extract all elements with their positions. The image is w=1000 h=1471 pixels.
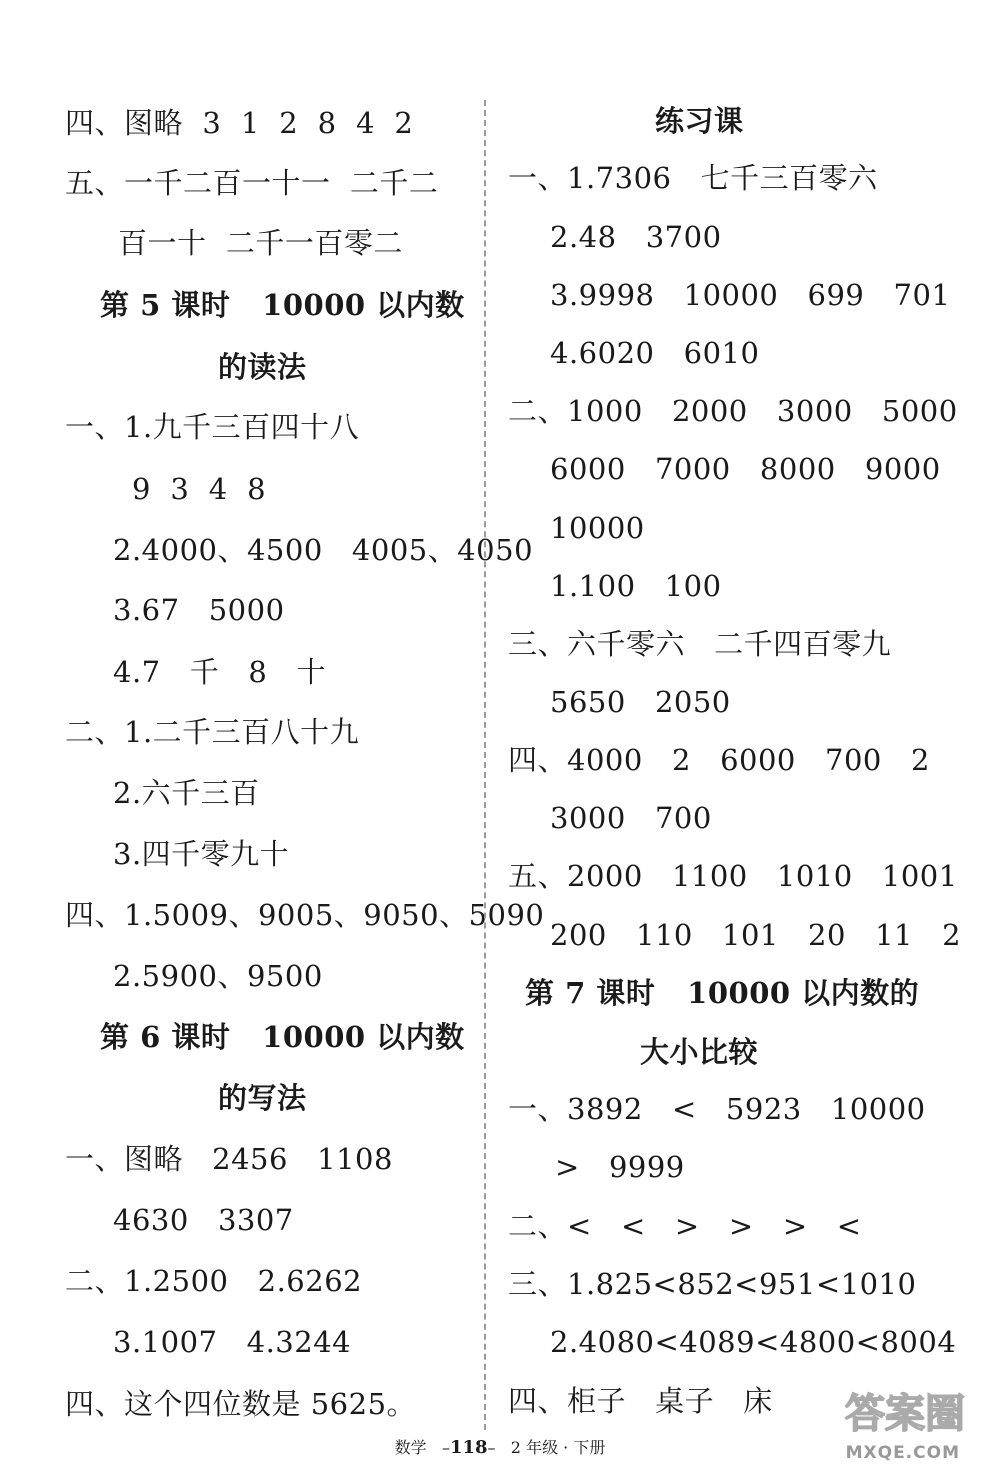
answer-line: 2.4080<4089<4800<8004 (550, 1325, 957, 1359)
answer-line: 三、六千零六 二千四百零九 (508, 627, 892, 661)
answer-line: 四、这个四位数是 5625。 (65, 1387, 417, 1421)
answer-line: 五、一千二百一十一 二千二 (65, 166, 439, 200)
answer-line: 200 110 101 20 11 2 (550, 918, 962, 952)
answer-line: > 9999 (555, 1150, 685, 1184)
lesson-heading: 第 7 课时 10000 以内数的 (525, 976, 920, 1010)
answer-line: 2.48 3700 (550, 220, 722, 254)
answer-line: 5650 2050 (550, 685, 731, 719)
lesson-heading: 第 6 课时 10000 以内数 (100, 1020, 465, 1054)
lesson-heading: 练习课 (655, 104, 744, 138)
answer-line: 一、图略 2456 1108 (65, 1142, 393, 1176)
answer-line: 四、1.5009、9005、9050、5090 (65, 898, 545, 932)
answer-line: 四、图略 3 1 2 8 4 2 (65, 106, 414, 140)
answer-line: 2.4000、4500 4005、4050 (113, 533, 534, 567)
answer-line: 3.67 5000 (113, 593, 285, 627)
lesson-heading: 第 5 课时 10000 以内数 (100, 288, 465, 322)
answer-line: 四、柜子 桌子 床 (508, 1384, 773, 1418)
watermark-site: MXQE.COM (845, 1443, 960, 1463)
answer-line: 2.六千三百 (113, 776, 260, 810)
answer-line: 2.5900、9500 (113, 959, 323, 993)
answer-line: 二、1.2500 2.6262 (65, 1264, 363, 1298)
answer-line: 一、1.7306 七千三百零六 (508, 161, 878, 195)
answer-line: 二、1000 2000 3000 5000 (508, 394, 958, 428)
answer-line: 3.9998 10000 699 701 (550, 278, 951, 312)
answer-line: 三、1.825<852<951<1010 (508, 1267, 917, 1301)
answer-line: 4.6020 6010 (550, 336, 760, 370)
watermark-logo: 答案圈 (845, 1391, 965, 1437)
answer-line: 二、1.二千三百八十九 (65, 715, 360, 749)
answer-line: 4.7 千 8 十 (113, 655, 327, 689)
page-footer: 数学 –118– 2 年级 · 下册 (394, 1437, 606, 1458)
answer-line: 五、2000 1100 1010 1001 (508, 859, 958, 893)
answer-line: 一、3892 < 5923 10000 (508, 1092, 926, 1126)
footer-subject: 数学 (394, 1438, 427, 1457)
answer-line: 百一十 二千一百零二 (118, 226, 403, 260)
lesson-heading: 的读法 (218, 350, 307, 384)
answer-line: 1.100 100 (550, 569, 722, 603)
answer-line: 6000 7000 8000 9000 (550, 452, 941, 486)
answer-line: 10000 (550, 511, 645, 545)
page-number: 118 (449, 1437, 488, 1458)
answer-line: 9 3 4 8 (132, 472, 267, 506)
answer-line: 4630 3307 (113, 1203, 294, 1237)
answer-line: 3.1007 4.3244 (113, 1325, 352, 1359)
answer-line: 二、< < > > > < (508, 1209, 862, 1243)
lesson-heading: 的写法 (218, 1081, 307, 1115)
answer-line: 3000 700 (550, 801, 712, 835)
answer-line: 一、1.九千三百四十八 (65, 410, 360, 444)
answer-line: 3.四千零九十 (113, 837, 290, 871)
lesson-heading: 大小比较 (640, 1035, 759, 1069)
answer-line: 四、4000 2 6000 700 2 (508, 743, 930, 777)
column-divider (484, 100, 486, 1430)
footer-grade: 2 年级 · 下册 (510, 1438, 606, 1457)
